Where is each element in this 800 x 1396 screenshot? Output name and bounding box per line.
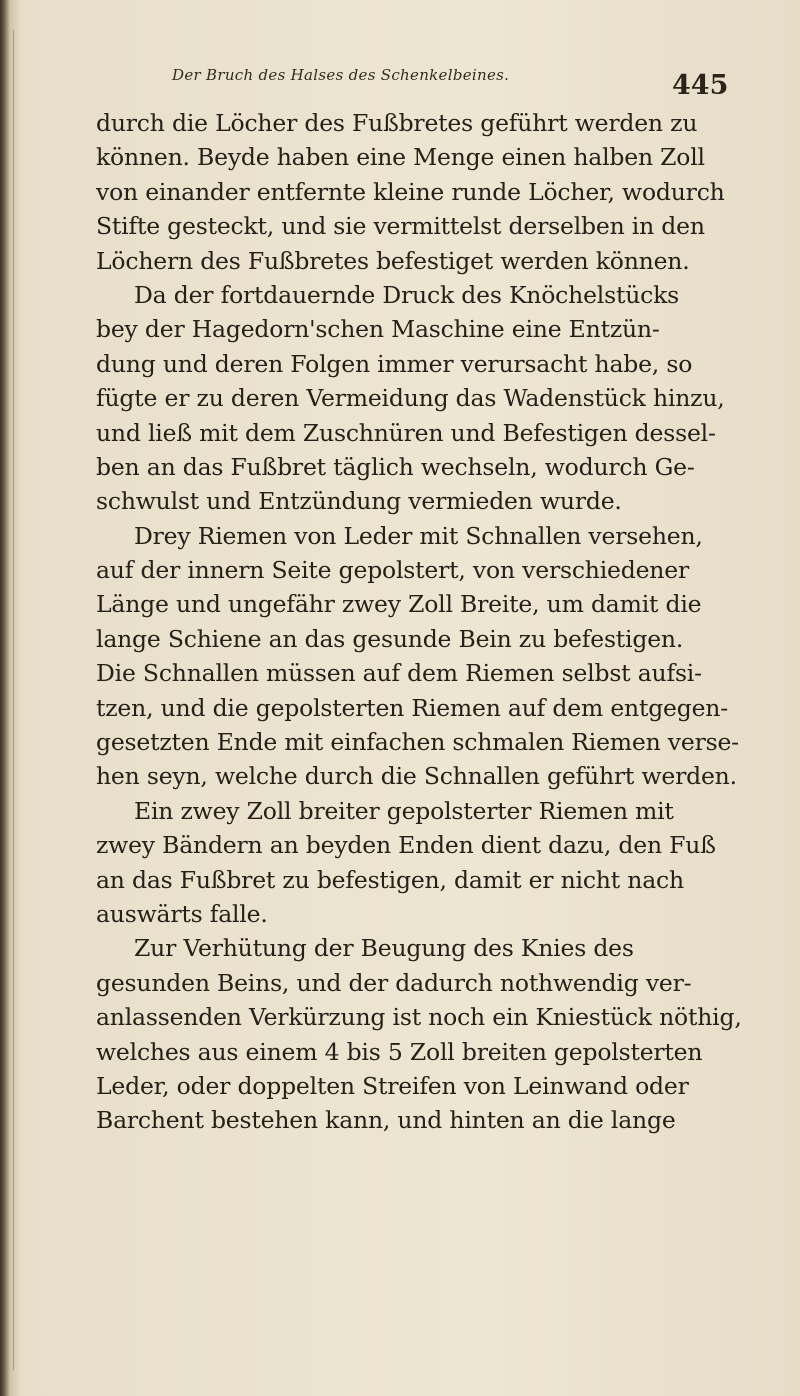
text-line: anlassenden Verkürzung ist noch ein Kniestück nöthig, [96,1003,742,1032]
text-line: Stifte gesteckt, und sie vermittelst derselben in den [96,212,705,241]
text-line: Da der fortdauernde Druck des Knöchelstücks [134,280,680,309]
text-line: tzen, und die gepolsterten Riemen auf dem entgegen- [96,693,728,722]
paragraph-3 [96,519,768,794]
paragraph-2 [96,278,768,519]
text-line: durch die Löcher des Fußbretes geführt werden zu [96,109,698,137]
text-line: welches aus einem 4 bis 5 Zoll breiten gepolsterten [96,1037,703,1066]
text-body [96,106,768,1138]
binding-edge [13,30,14,1370]
text-line: ben an das Fußbret täglich wechseln, wodurch Ge- [96,452,695,481]
text-line: Die Schnallen müssen auf dem Riemen selbst aufsi- [96,659,702,688]
text-line: auf der innern Seite gepolstert, von verschiedener [96,556,689,585]
text-line: Löchern des Fußbretes befestiget werden können. [96,246,690,275]
text-line: können. Beyde haben eine Menge einen halben Zoll [96,143,705,172]
text-line: lange Schiene an das gesunde Bein zu befestigen. [96,624,684,653]
text-line: Zur Verhütung der Beugung des Knies des [134,934,634,963]
paragraph-1 [96,106,768,278]
paragraph-4 [96,794,768,932]
text-line: Länge und ungefähr zwey Zoll Breite, um damit die [96,590,702,619]
text-line: Barchent bestehen kann, und hinten an die lange [96,1106,676,1135]
text-line: schwulst und Entzündung vermieden wurde. [96,487,622,516]
text-line: Ein zwey Zoll breiter gepolsterter Riemen mit [134,796,674,825]
text-line: an das Fußbret zu befestigen, damit er nicht nach [96,865,684,894]
text-line: Leder, oder doppelten Streifen von Leinwand oder [96,1071,689,1100]
text-line: Drey Riemen von Leder mit Schnallen versehen, [134,521,703,550]
text-line: dung und deren Folgen immer verursacht habe, so [96,349,693,378]
text-line: gesunden Beins, und der dadurch nothwendig ver- [96,968,692,997]
paragraph-5 [96,931,768,1137]
text-line: auswärts falle. [96,899,268,928]
text-line: und ließ mit dem Zuschnüren und Befestigen dessel- [96,418,716,447]
text-line: zwey Bändern an beyden Enden dient dazu, den Fuß [96,831,716,860]
page-number: 445 [672,70,729,101]
text-line: fügte er zu deren Vermeidung das Wadenstück hinzu, [96,384,725,413]
text-line: gesetzten Ende mit einfachen schmalen Riemen verse- [96,728,739,757]
running-title: Der Bruch des Halses des Schenkelbeines. [172,66,510,84]
text-line: bey der Hagedorn'schen Maschine eine Entzün- [96,315,660,344]
text-line: von einander entfernte kleine runde Löcher, wodurch [96,177,725,206]
text-line: hen seyn, welche durch die Schnallen geführt werden. [96,762,737,791]
